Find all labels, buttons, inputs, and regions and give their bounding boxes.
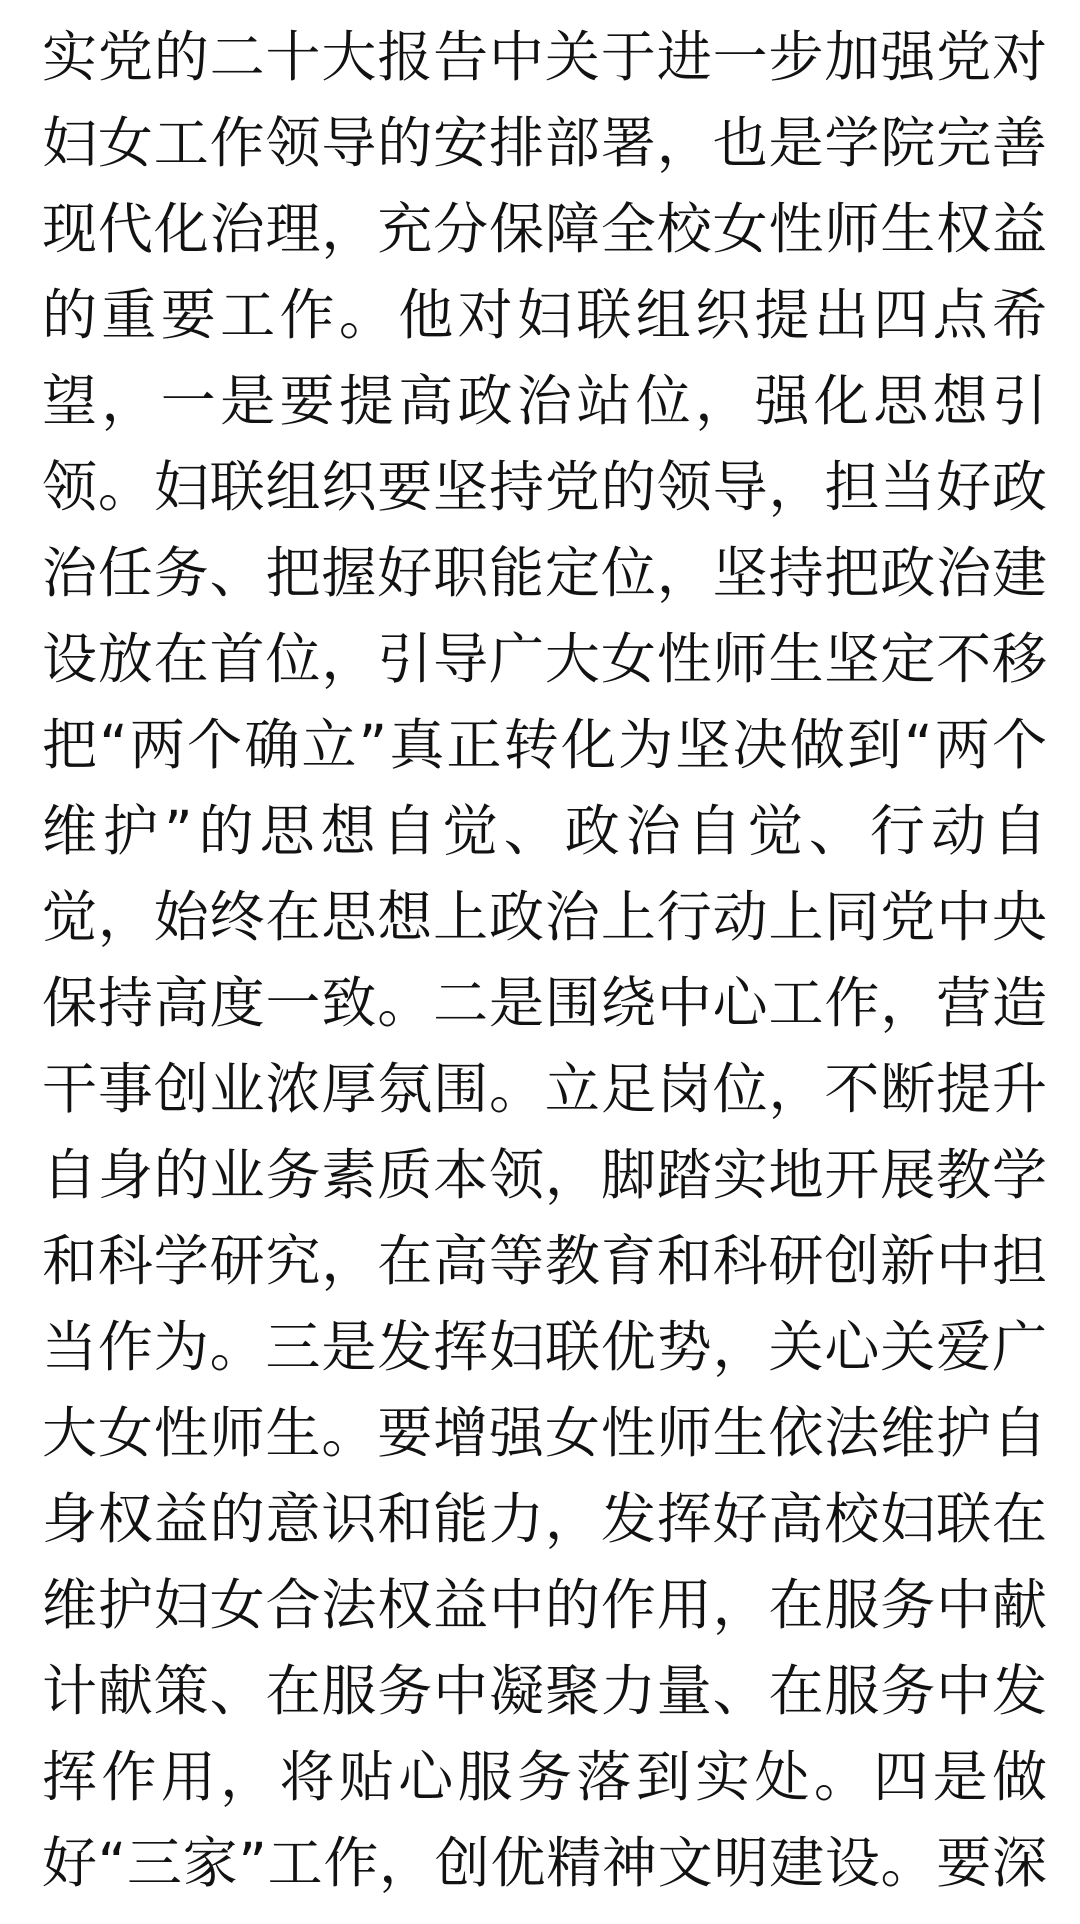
text-line: 的重要工作。他对妇联组织提出四点希 xyxy=(42,283,1047,347)
text-line: 挥作用，将贴心服务落到实处。四是做 xyxy=(42,1745,1047,1809)
text-line: 保持高度一致。二是围绕中心工作，营造 xyxy=(42,971,1047,1035)
text-line: 维护”的思想自觉、政治自觉、行动自 xyxy=(42,799,1047,863)
text-line: 身权益的意识和能力，发挥好高校妇联在 xyxy=(42,1487,1047,1551)
text-line: 设放在首位，引导广大女性师生坚定不移 xyxy=(42,627,1047,691)
text-line: 好“三家”工作，创优精神文明建设。要深 xyxy=(42,1831,1047,1895)
text-line: 计献策、在服务中凝聚力量、在服务中发 xyxy=(42,1659,1047,1723)
text-line: 妇女工作领导的安排部署，也是学院完善 xyxy=(42,111,1047,175)
text-line: 维护妇女合法权益中的作用，在服务中献 xyxy=(42,1573,1047,1637)
text-line: 把“两个确立”真正转化为坚决做到“两个 xyxy=(42,713,1047,777)
text-line: 当作为。三是发挥妇联优势，关心关爱广 xyxy=(42,1315,1047,1379)
text-line: 觉，始终在思想上政治上行动上同党中央 xyxy=(42,885,1047,949)
text-line: 大女性师生。要增强女性师生依法维护自 xyxy=(42,1401,1047,1465)
article-body xyxy=(42,14,1047,1906)
text-line: 望，一是要提高政治站位，强化思想引 xyxy=(42,369,1047,433)
text-line: 现代化治理，充分保障全校女性师生权益 xyxy=(42,197,1047,261)
text-line: 实党的二十大报告中关于进一步加强党对 xyxy=(42,25,1047,89)
text-line: 治任务、把握好职能定位，坚持把政治建 xyxy=(42,541,1047,605)
text-line: 和科学研究，在高等教育和科研创新中担 xyxy=(42,1229,1047,1293)
text-line: 干事创业浓厚氛围。立足岗位，不断提升 xyxy=(42,1057,1047,1121)
text-line: 领。妇联组织要坚持党的领导，担当好政 xyxy=(42,455,1047,519)
text-line: 自身的业务素质本领，脚踏实地开展教学 xyxy=(42,1143,1047,1207)
